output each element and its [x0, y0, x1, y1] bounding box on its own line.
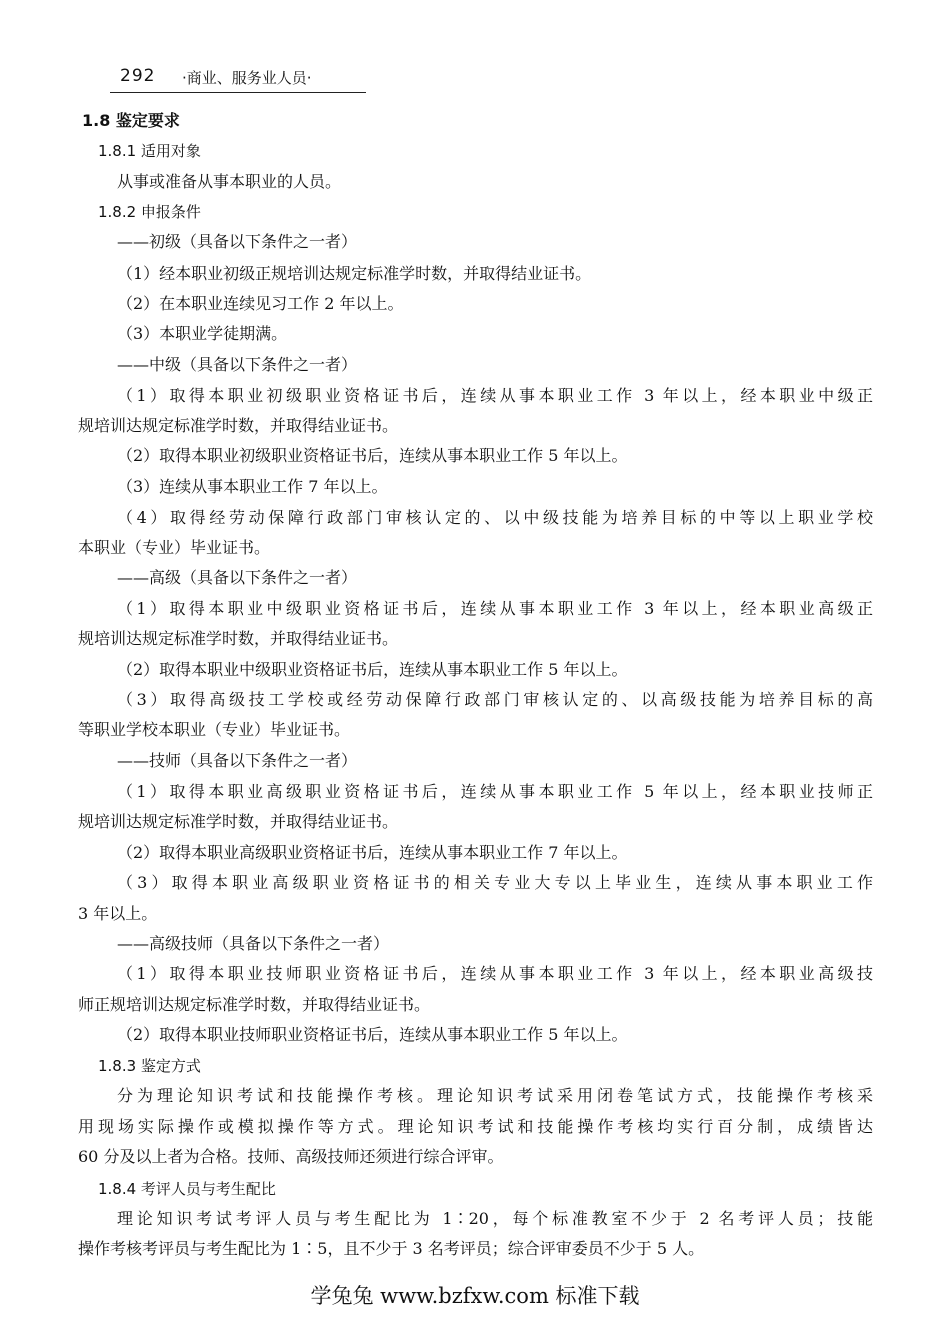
condition-item-continued: 规培训达规定标准学时数，并取得结业证书。	[78, 629, 399, 648]
subsection-title-1-8-4: 1.8.4 考评人员与考生配比	[98, 1180, 276, 1198]
condition-item: （2）取得本职业高级职业资格证书后，连续从事本职业工作 7 年以上。	[117, 843, 628, 862]
condition-item-continued: 规培训达规定标准学时数，并取得结业证书。	[78, 416, 399, 435]
paragraph-line: 用现场实际操作或模拟操作等方式。理论知识考试和技能操作考核均实行百分制，成绩皆达	[78, 1117, 873, 1136]
footer-watermark: 学兔兔 www.bzfxw.com 标准下载	[310, 1284, 640, 1308]
condition-item-continued: 3 年以上。	[78, 904, 158, 923]
level-label-senior-technician: ——高级技师（具备以下条件之一者）	[117, 934, 390, 953]
condition-item: （1）取得本职业高级职业资格证书后，连续从事本职业工作 5 年以上，经本职业技师正	[117, 782, 873, 801]
section-title: 1.8 鉴定要求	[82, 111, 180, 130]
condition-item: （3）取得高级技工学校或经劳动保障行政部门审核认定的、以高级技能为培养目标的高	[117, 690, 873, 709]
condition-item: （3）连续从事本职业工作 7 年以上。	[117, 477, 388, 496]
subsection-title-1-8-1: 1.8.1 适用对象	[98, 142, 201, 160]
condition-item: （3）取得本职业高级职业资格证书的相关专业大专以上毕业生，连续从事本职业工作	[117, 873, 873, 892]
condition-item: （2）在本职业连续见习工作 2 年以上。	[117, 294, 404, 313]
condition-item: （3）本职业学徒期满。	[117, 324, 288, 343]
subsection-title-1-8-2: 1.8.2 申报条件	[98, 203, 201, 221]
paragraph-line: 分为理论知识考试和技能操作考核。理论知识考试采用闭卷笔试方式，技能操作考核采	[117, 1086, 873, 1105]
condition-item-continued: 师正规培训达规定标准学时数，并取得结业证书。	[78, 995, 431, 1014]
level-label-senior: ——高级（具备以下条件之一者）	[117, 568, 358, 587]
condition-item: （4）取得经劳动保障行政部门审核认定的、以中级技能为培养目标的中等以上职业学校	[117, 508, 873, 527]
paragraph-line: 理论知识考试考评人员与考生配比为 1∶20，每个标准教室不少于 2 名考评人员；技能	[117, 1209, 873, 1228]
paragraph-line: 60 分及以上者为合格。技师、高级技师还须进行综合评审。	[78, 1147, 504, 1166]
condition-item: （2）取得本职业中级职业资格证书后，连续从事本职业工作 5 年以上。	[117, 660, 628, 679]
condition-item-continued: 等职业学校本职业（专业）毕业证书。	[78, 720, 351, 739]
level-label-junior: ——初级（具备以下条件之一者）	[117, 232, 358, 251]
condition-item: （2）取得本职业技师职业资格证书后，连续从事本职业工作 5 年以上。	[117, 1025, 628, 1044]
level-label-technician: ——技师（具备以下条件之一者）	[117, 751, 358, 770]
condition-item-continued: 规培训达规定标准学时数，并取得结业证书。	[78, 812, 399, 831]
paragraph-line: 操作考核考评员与考生配比为 1∶5，且不少于 3 名考评员；综合评审委员不少于 5 人。	[78, 1239, 705, 1258]
condition-item: （1）取得本职业初级职业资格证书后，连续从事本职业工作 3 年以上，经本职业中级正	[117, 386, 873, 405]
paragraph-line: 从事或准备从事本职业的人员。	[117, 172, 342, 191]
condition-item: （1）取得本职业技师职业资格证书后，连续从事本职业工作 3 年以上，经本职业高级技	[117, 964, 873, 983]
page-number: 292	[120, 66, 156, 86]
condition-item: （2）取得本职业初级职业资格证书后，连续从事本职业工作 5 年以上。	[117, 446, 628, 465]
level-label-middle: ——中级（具备以下条件之一者）	[117, 355, 358, 374]
subsection-title-1-8-3: 1.8.3 鉴定方式	[98, 1057, 201, 1075]
condition-item: （1）取得本职业中级职业资格证书后，连续从事本职业工作 3 年以上，经本职业高级正	[117, 599, 873, 618]
condition-item-continued: 本职业（专业）毕业证书。	[78, 538, 271, 557]
condition-item: （1）经本职业初级正规培训达规定标准学时数，并取得结业证书。	[117, 264, 592, 283]
running-title: ·商业、服务业人员·	[182, 69, 312, 87]
page-header	[110, 64, 366, 93]
